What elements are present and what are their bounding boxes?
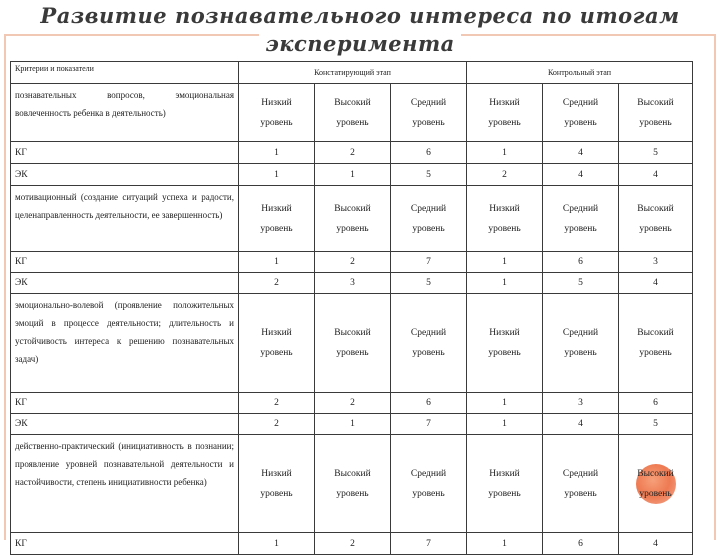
value-cell: 3 xyxy=(619,252,693,273)
level-cell: Средний уровень xyxy=(543,435,619,533)
level-cell: Низкий уровень xyxy=(467,186,543,252)
row-label: КГ xyxy=(11,252,239,273)
level-cell: Средний уровень xyxy=(391,186,467,252)
value-cell: 6 xyxy=(391,393,467,414)
value-cell: 4 xyxy=(619,273,693,294)
criterion-cell: действенно-практический (инициативность в познании; проявление уровней познавательной деятельности и настойчивости, степень инициативности ребенка) xyxy=(11,435,239,533)
title-line-1: Развитие познавательного интереса по итогам xyxy=(34,3,685,28)
value-cell: 5 xyxy=(619,142,693,164)
value-cell: 5 xyxy=(391,273,467,294)
value-cell: 6 xyxy=(543,252,619,273)
value-cell: 1 xyxy=(315,414,391,435)
value-cell: 5 xyxy=(543,273,619,294)
stage-header-1: Констатирующий этап xyxy=(239,62,467,84)
header-row xyxy=(11,62,693,84)
value-cell: 6 xyxy=(391,142,467,164)
levels-row xyxy=(11,294,693,393)
table-row xyxy=(11,533,693,555)
level-cell: Низкий уровень xyxy=(239,435,315,533)
value-cell: 7 xyxy=(391,414,467,435)
level-cell: Средний уровень xyxy=(391,435,467,533)
value-cell: 5 xyxy=(619,414,693,435)
table-row xyxy=(11,273,693,294)
table-row xyxy=(11,414,693,435)
row-label: КГ xyxy=(11,142,239,164)
value-cell: 1 xyxy=(239,533,315,555)
value-cell: 4 xyxy=(543,164,619,186)
levels-row xyxy=(11,435,693,533)
value-cell: 2 xyxy=(315,533,391,555)
level-cell: Высокий уровень xyxy=(619,294,693,393)
value-cell: 4 xyxy=(619,164,693,186)
row-label: ЭК xyxy=(11,273,239,294)
level-cell: Высокий уровень xyxy=(619,84,693,142)
table-row xyxy=(11,252,693,273)
level-cell: Высокий уровень xyxy=(315,84,391,142)
value-cell: 1 xyxy=(467,142,543,164)
slide-frame-right xyxy=(714,34,716,540)
value-cell: 2 xyxy=(315,142,391,164)
stage-header-2: Контрольный этап xyxy=(467,62,693,84)
value-cell: 6 xyxy=(619,393,693,414)
criterion-cell: эмоционально-волевой (проявление положительных эмоций в процессе деятельности; длительность и устойчивость интереса к решению познавательных задач) xyxy=(11,294,239,393)
value-cell: 2 xyxy=(315,252,391,273)
level-cell: Высокий уровень xyxy=(619,435,693,533)
levels-row xyxy=(11,84,693,142)
table-row xyxy=(11,142,693,164)
levels-row xyxy=(11,186,693,252)
slide-frame-left xyxy=(4,34,6,540)
value-cell: 4 xyxy=(543,414,619,435)
level-cell: Высокий уровень xyxy=(315,294,391,393)
level-cell: Средний уровень xyxy=(391,294,467,393)
value-cell: 1 xyxy=(239,142,315,164)
value-cell: 4 xyxy=(619,533,693,555)
level-cell: Средний уровень xyxy=(543,84,619,142)
level-cell: Высокий уровень xyxy=(619,186,693,252)
value-cell: 2 xyxy=(467,164,543,186)
level-cell: Средний уровень xyxy=(543,186,619,252)
level-cell: Высокий уровень xyxy=(315,435,391,533)
row-label: ЭК xyxy=(11,414,239,435)
value-cell: 3 xyxy=(543,393,619,414)
title-line-2: эксперимента xyxy=(259,31,461,56)
slide-title xyxy=(0,2,720,58)
value-cell: 1 xyxy=(467,393,543,414)
value-cell: 2 xyxy=(239,393,315,414)
table-row xyxy=(11,393,693,414)
value-cell: 1 xyxy=(467,273,543,294)
criterion-cell: мотивационный (создание ситуаций успеха и радости, целенаправленность деятельности, ее завершенность) xyxy=(11,186,239,252)
value-cell: 5 xyxy=(391,164,467,186)
level-cell: Высокий уровень xyxy=(315,186,391,252)
value-cell: 1 xyxy=(315,164,391,186)
value-cell: 2 xyxy=(315,393,391,414)
row-label: КГ xyxy=(11,533,239,555)
table-row xyxy=(11,164,693,186)
value-cell: 7 xyxy=(391,533,467,555)
criterion-cell: познавательных вопросов, эмоциональная вовлеченность ребенка в деятельность) xyxy=(11,84,239,142)
row-label: ЭК xyxy=(11,164,239,186)
value-cell: 3 xyxy=(315,273,391,294)
level-cell: Низкий уровень xyxy=(239,84,315,142)
level-cell: Средний уровень xyxy=(391,84,467,142)
value-cell: 6 xyxy=(543,533,619,555)
value-cell: 2 xyxy=(239,273,315,294)
results-table xyxy=(10,61,693,555)
value-cell: 7 xyxy=(391,252,467,273)
level-cell: Низкий уровень xyxy=(239,294,315,393)
value-cell: 1 xyxy=(239,164,315,186)
value-cell: 1 xyxy=(467,533,543,555)
value-cell: 1 xyxy=(239,252,315,273)
value-cell: 1 xyxy=(467,414,543,435)
level-cell: Средний уровень xyxy=(543,294,619,393)
value-cell: 1 xyxy=(467,252,543,273)
level-cell: Низкий уровень xyxy=(467,435,543,533)
level-cell: Низкий уровень xyxy=(239,186,315,252)
level-cell: Низкий уровень xyxy=(467,84,543,142)
level-cell: Низкий уровень xyxy=(467,294,543,393)
criteria-header: Критерии и показатели xyxy=(11,62,239,84)
value-cell: 2 xyxy=(239,414,315,435)
row-label: КГ xyxy=(11,393,239,414)
value-cell: 4 xyxy=(543,142,619,164)
